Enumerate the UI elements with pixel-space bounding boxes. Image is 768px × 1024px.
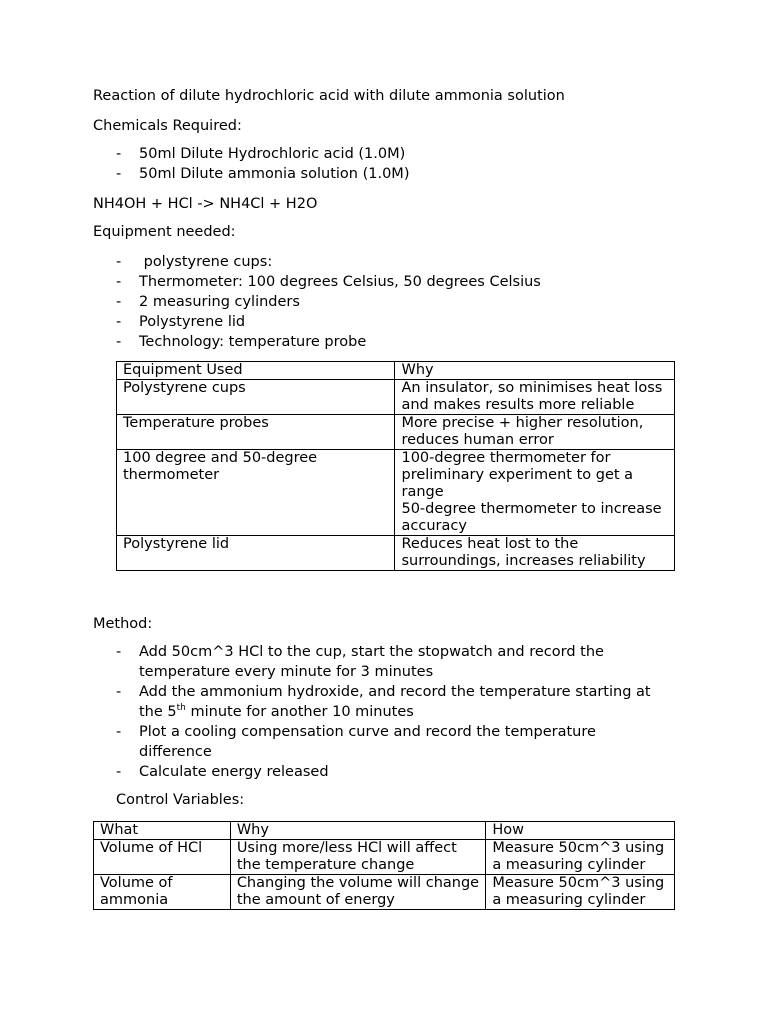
list-item: - 50ml Dilute ammonia solution (1.0M) (116, 164, 669, 184)
list-item: - Plot a cooling compensation curve and record the temperature difference (116, 722, 669, 762)
method-step-text: minute for another 10 minutes (185, 704, 414, 720)
document-title: Reaction of dilute hydrochloric acid with dilute ammonia solution (93, 88, 565, 104)
table-header-cell: What (94, 822, 231, 840)
table-cell: Polystyrene lid (117, 536, 395, 571)
list-item: - Thermometer: 100 degrees Celsius, 50 degrees Celsius (116, 272, 669, 292)
table-cell: Reduces heat lost to the surroundings, increases reliability (395, 536, 675, 571)
table-row (94, 875, 675, 910)
control-variables-heading: Control Variables: (116, 792, 245, 808)
method-heading: Method: (93, 616, 153, 632)
cell-line: 50-degree thermometer to increase accuracy (401, 501, 662, 534)
list-item: - Polystyrene lid (116, 312, 669, 332)
list-item: - Add 50cm^3 HCl to the cup, start the stopwatch and record the temperature every minute for 3 minutes (116, 642, 669, 682)
list-item: - 2 measuring cylinders (116, 292, 669, 312)
table-header-cell: Why (230, 822, 486, 840)
cell-line: 100-degree thermometer for preliminary experiment to get a range (401, 450, 634, 500)
table-header-cell: How (486, 822, 675, 840)
table-header-cell: Equipment Used (117, 362, 395, 380)
table-header-row (94, 822, 675, 840)
table-cell: Polystyrene cups (117, 380, 395, 415)
table-cell: Volume of ammonia (94, 875, 231, 910)
chemicals-heading: Chemicals Required: (93, 118, 242, 134)
list-item: - Calculate energy released (116, 762, 669, 782)
chemical-equation: NH4OH + HCl -> NH4Cl + H2O (93, 196, 318, 212)
method-step-text: Add the ammonium hydroxide, and record the temperature starting at the 5 (139, 684, 651, 720)
table-cell: An insulator, so minimises heat loss and makes results more reliable (395, 380, 675, 415)
list-item: - 50ml Dilute Hydrochloric acid (1.0M) (116, 144, 669, 164)
table-cell: Measure 50cm^3 using a measuring cylinder (486, 840, 675, 875)
equipment-heading: Equipment needed: (93, 224, 236, 240)
table-cell: Measure 50cm^3 using a measuring cylinder (486, 875, 675, 910)
table-cell: More precise + higher resolution, reduces human error (395, 415, 675, 450)
table-cell: Changing the volume will change the amount of energy (230, 875, 486, 910)
control-variables-table (93, 821, 675, 910)
table-header-cell: Why (395, 362, 675, 380)
table-cell: Using more/less HCl will affect the temperature change (230, 840, 486, 875)
table-cell: Volume of HCl (94, 840, 231, 875)
list-item: - Technology: temperature probe (116, 332, 669, 352)
table-row (94, 840, 675, 875)
table-cell: 100 degree and 50-degree thermometer (117, 450, 395, 536)
table-cell: Temperature probes (117, 415, 395, 450)
list-item: - polystyrene cups: (116, 252, 669, 272)
ordinal-suffix: th (176, 703, 186, 714)
